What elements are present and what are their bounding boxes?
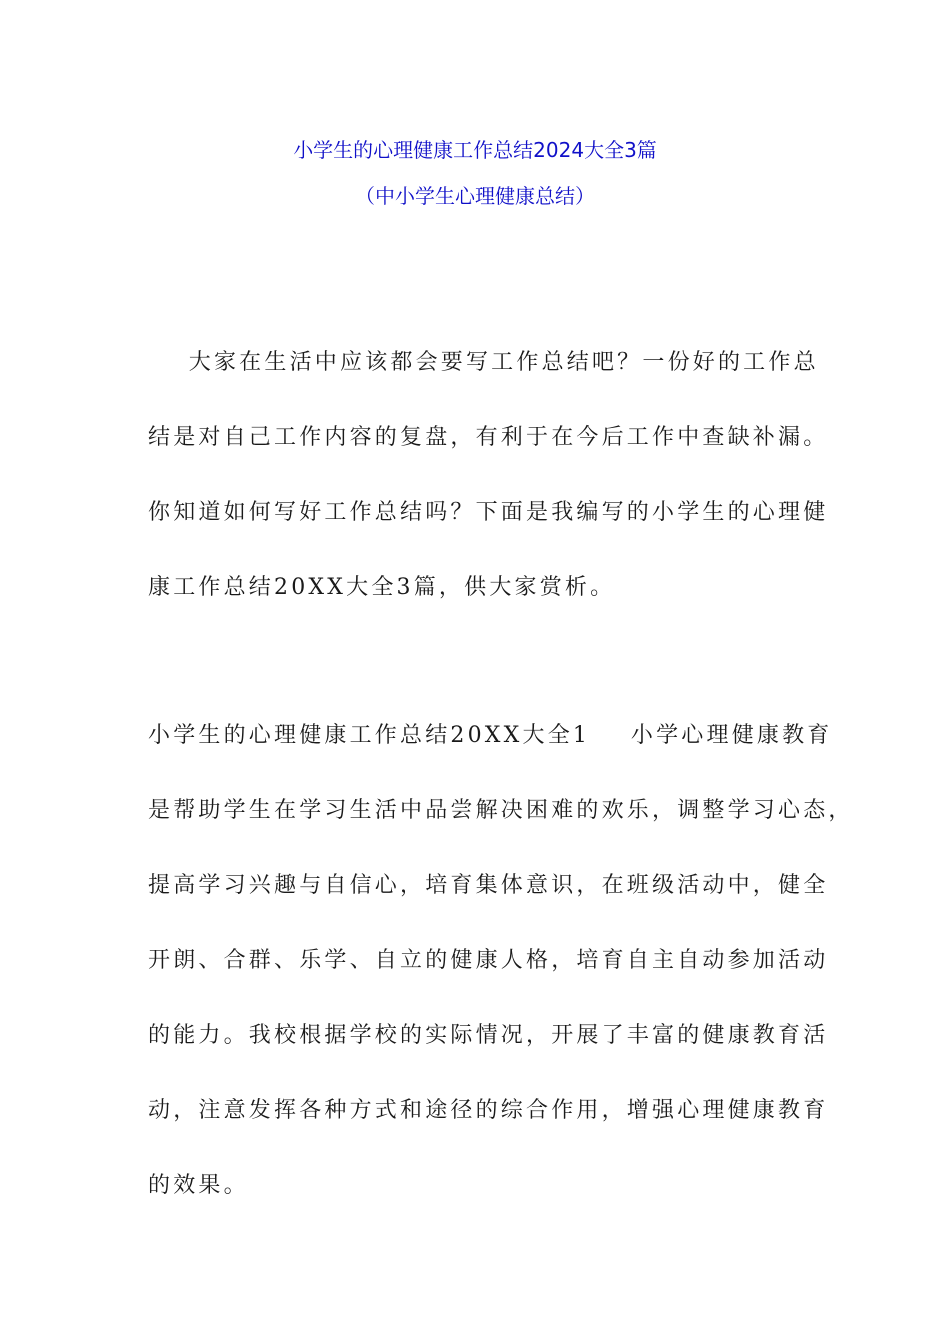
- intro-line: 康工作总结20XX大全3篇，供大家赏析。: [148, 575, 616, 600]
- intro-line: 你知道如何写好工作总结吗？下面是我编写的小学生的心理健: [148, 500, 829, 525]
- document-title: 小学生的心理健康工作总结2024大全3篇: [293, 138, 657, 162]
- document-subtitle: （中小学生心理健康总结）: [355, 184, 595, 208]
- section1-line: 的能力。我校根据学校的实际情况，开展了丰富的健康教育活: [148, 1023, 829, 1048]
- section1-line: 是帮助学生在学习生活中品尝解决困难的欢乐，调整学习心态，: [148, 798, 854, 823]
- section1-line: 小学生的心理健康工作总结20XX大全1 小学心理健康教育: [148, 723, 833, 748]
- intro-line: 大家在生活中应该都会要写工作总结吧？一份好的工作总: [148, 350, 819, 375]
- section1-line: 的效果。: [148, 1173, 249, 1198]
- intro-line: 结是对自己工作内容的复盘，有利于在今后工作中查缺补漏。: [148, 425, 829, 450]
- section1-line: 提高学习兴趣与自信心，培育集体意识，在班级活动中，健全: [148, 873, 829, 898]
- section1-line: 开朗、合群、乐学、自立的健康人格，培育自主自动参加活动: [148, 948, 829, 973]
- section1-line: 动，注意发挥各种方式和途径的综合作用，增强心理健康教育: [148, 1098, 829, 1123]
